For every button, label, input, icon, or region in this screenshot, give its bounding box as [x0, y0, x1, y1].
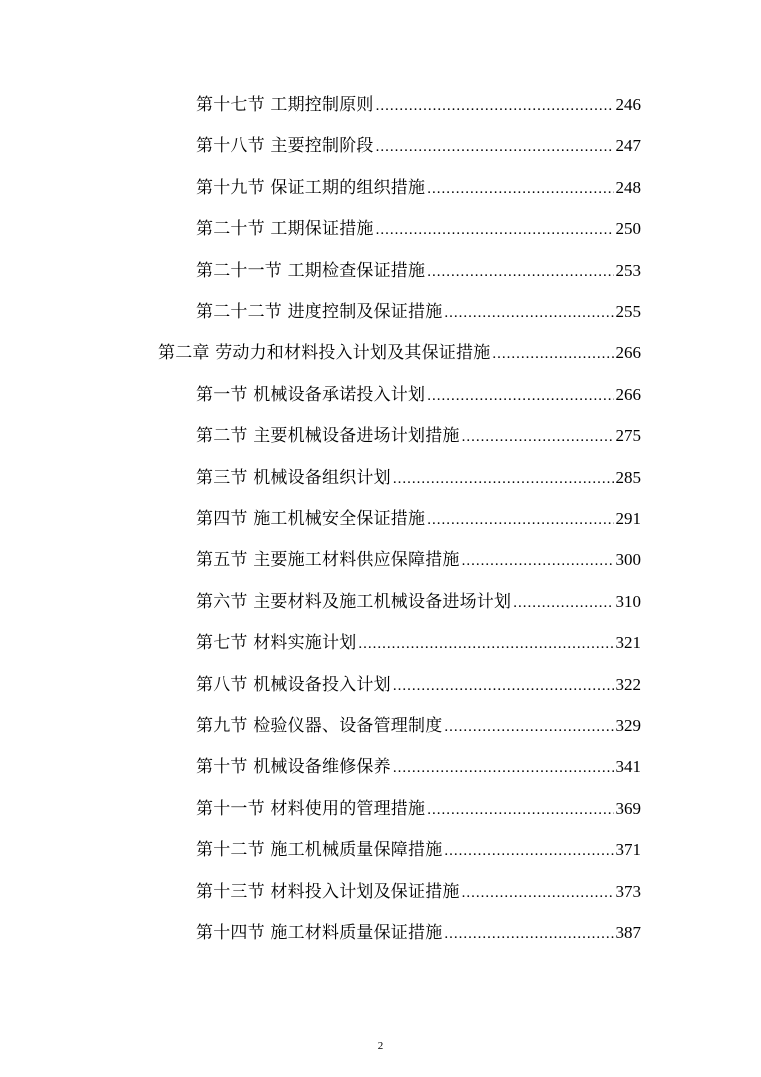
toc-dot-leader: [376, 215, 614, 245]
toc-entry-page-number: 329: [615, 716, 641, 735]
toc-dot-leader: [427, 174, 613, 204]
toc-dot-leader: [376, 91, 614, 121]
toc-section-entry: [196, 711, 641, 741]
toc-section-entry: [196, 670, 641, 700]
toc-entry-page-number: 246: [615, 95, 641, 114]
toc-section-entry: [196, 794, 641, 824]
toc-entry-page-number: 300: [615, 550, 641, 570]
toc-section-entry: [196, 131, 641, 161]
toc-dot-leader: [444, 836, 613, 866]
toc-section-entry: [196, 918, 641, 948]
toc-dot-leader: [376, 132, 614, 162]
toc-entry-title: 第二节 主要机械设备进场计划措施: [196, 426, 460, 447]
toc-dot-leader: [462, 422, 614, 452]
toc-entry-title: 第十三节 材料投入计划及保证措施: [196, 881, 460, 902]
toc-dot-leader: [492, 339, 613, 369]
toc-entry-page-number: 275: [615, 426, 641, 446]
toc-dot-leader: [427, 381, 613, 411]
toc-section-entry: [196, 628, 641, 658]
toc-entry-page-number: 310: [615, 591, 641, 611]
toc-entry-page-number: 255: [615, 302, 641, 321]
toc-entry-title: 第九节 检验仪器、设备管理制度: [196, 716, 443, 736]
toc-section-entry: [196, 173, 641, 203]
toc-entry-page-number: 369: [615, 798, 641, 818]
toc-dot-leader: [462, 878, 614, 908]
toc-chapter-entry: [158, 338, 641, 368]
toc-section-entry: [196, 835, 641, 865]
toc-entry-page-number: 322: [615, 674, 641, 694]
toc-entry-page-number: 266: [615, 384, 641, 404]
toc-section-entry: [196, 877, 641, 907]
toc-entry-title: 第十二节 施工机械质量保障措施: [196, 840, 443, 861]
toc-section-entry: [196, 752, 641, 782]
toc-entry-page-number: 247: [615, 136, 641, 156]
toc-entry-page-number: 321: [615, 633, 641, 653]
toc-entry-title: 第十节 机械设备维修保养: [196, 757, 391, 778]
toc-entry-title: 第十一节 材料使用的管理措施: [196, 798, 426, 819]
toc-section-entry: [196, 214, 641, 244]
toc-entry-title: 第七节 材料实施计划: [196, 633, 357, 654]
toc-entry-title: 第十九节 保证工期的组织措施: [196, 177, 426, 198]
toc-dot-leader: [513, 588, 613, 618]
toc-dot-leader: [427, 795, 613, 825]
toc-dot-leader: [358, 629, 613, 659]
page-number: 2: [377, 1040, 384, 1052]
toc-entry-title: 第一节 机械设备承诺投入计划: [196, 384, 426, 405]
toc-entry-title: 第十八节 主要控制阶段: [196, 136, 374, 157]
toc-dot-leader: [427, 505, 613, 535]
toc-dot-leader: [393, 753, 614, 783]
toc-entry-title: 第六节 主要材料及施工机械设备进场计划: [196, 591, 512, 612]
toc-section-entry: [196, 545, 641, 575]
toc-section-entry: [196, 587, 641, 617]
toc-section-entry: [196, 90, 641, 120]
toc-dot-leader: [427, 257, 613, 287]
toc-entry-title: 第二十节 工期保证措施: [196, 219, 374, 240]
toc-dot-leader: [393, 464, 614, 494]
toc-entry-page-number: 373: [615, 881, 641, 901]
toc-entry-page-number: 291: [615, 509, 641, 528]
toc-dot-leader: [444, 919, 613, 949]
toc-entry-title: 第十七节 工期控制原则: [196, 95, 374, 115]
toc-entry-title: 第三节 机械设备组织计划: [196, 467, 391, 488]
toc-dot-leader: [462, 546, 614, 576]
toc-dot-leader: [393, 671, 614, 701]
toc-entry-page-number: 266: [615, 343, 641, 363]
toc-dot-leader: [444, 712, 613, 742]
toc-entry-page-number: 285: [615, 467, 641, 487]
toc-entry-title: 第五节 主要施工材料供应保障措施: [196, 550, 460, 571]
toc-section-entry: [196, 421, 641, 451]
toc-entry-title: 第八节 机械设备投入计划: [196, 674, 391, 695]
toc-section-entry: [196, 463, 641, 493]
toc-entry-page-number: 387: [615, 923, 641, 942]
toc-entry-page-number: 253: [615, 260, 641, 280]
toc-section-entry: [196, 380, 641, 410]
toc-section-entry: [196, 297, 641, 327]
toc-entry-title: 第十四节 施工材料质量保证措施: [196, 923, 443, 943]
toc-entry-page-number: 248: [615, 177, 641, 197]
toc-entry-title: 第二十一节 工期检查保证措施: [196, 260, 426, 281]
toc-dot-leader: [444, 298, 613, 328]
toc-section-entry: [196, 256, 641, 286]
toc-entry-title: 第四节 施工机械安全保证措施: [196, 509, 426, 529]
toc-entry-page-number: 371: [615, 840, 641, 860]
toc-entry-page-number: 250: [615, 219, 641, 239]
toc-entry-title: 第二十二节 进度控制及保证措施: [196, 302, 443, 322]
toc-section-entry: [196, 504, 641, 534]
toc-entry-title: 第二章 劳动力和材料投入计划及其保证措施: [158, 343, 491, 364]
toc-entry-page-number: 341: [615, 757, 641, 777]
